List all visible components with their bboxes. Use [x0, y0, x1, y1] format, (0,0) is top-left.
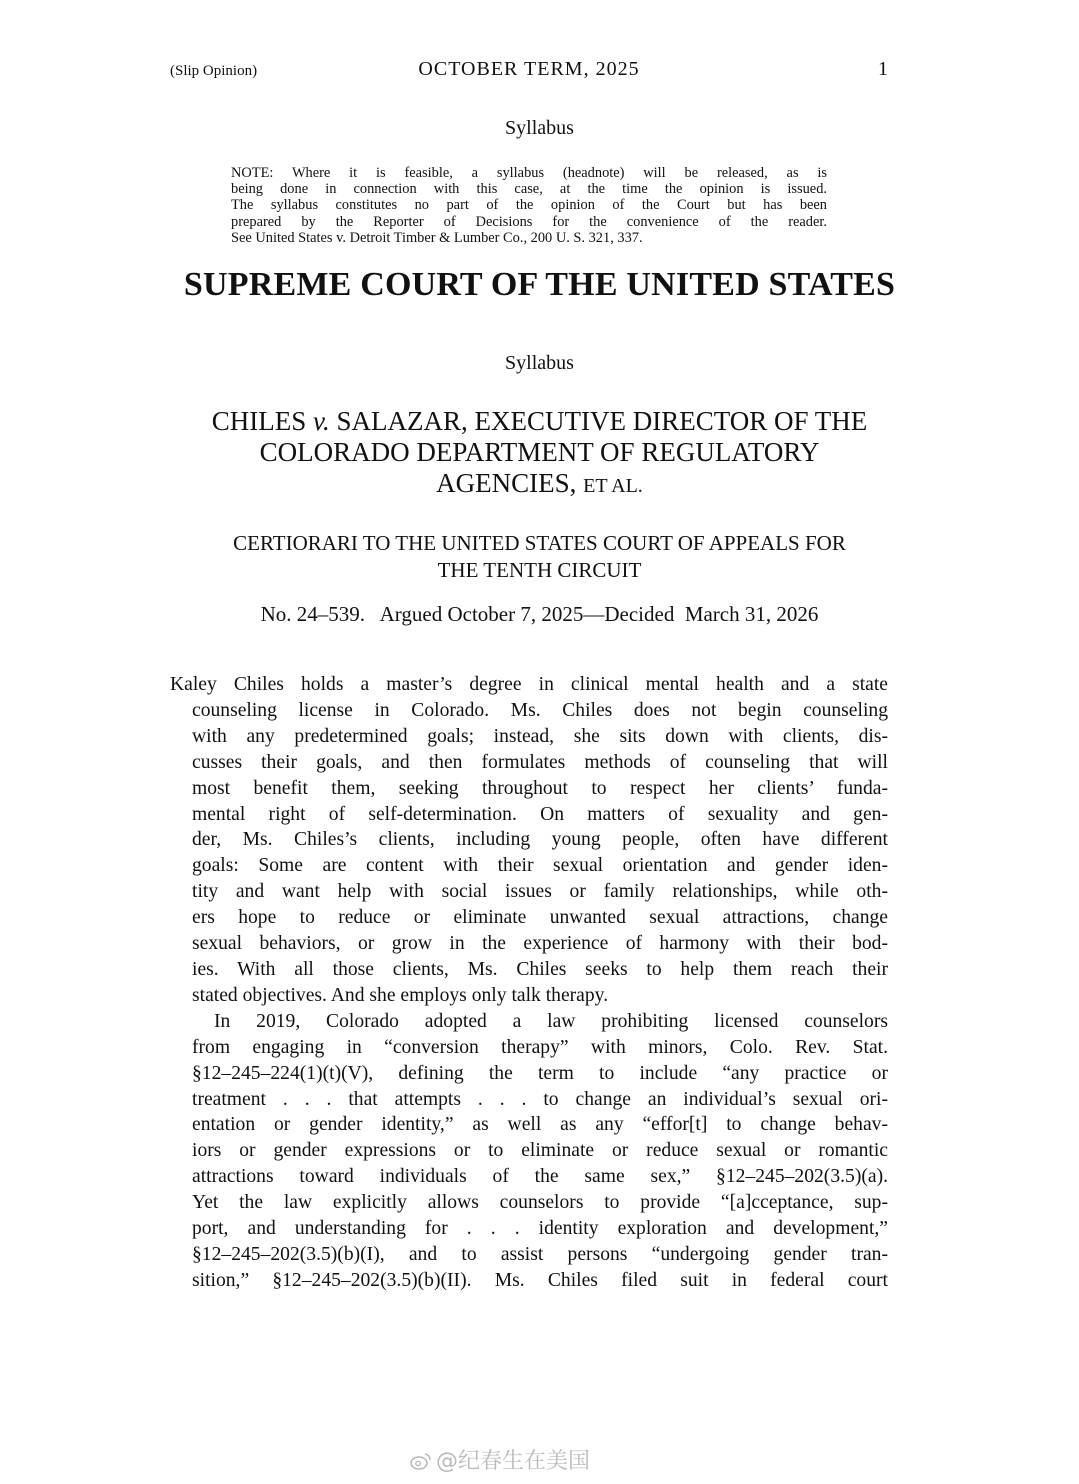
watermark-text: @纪春生在美国 — [436, 1449, 591, 1474]
body-line: from engaging in “conversion therapy” with minors, Colo. Rev. Stat. — [192, 1036, 888, 1058]
page-number: 1 — [878, 58, 888, 80]
note-line: The syllabus constitutes no part of the opinion of the Court but has been — [231, 197, 827, 214]
body-line: port, and understanding for . . . identity exploration and development,” — [192, 1218, 888, 1240]
body-line: counseling license in Colorado. Ms. Chiles does not begin counseling — [192, 699, 888, 721]
body-line: with any predetermined goals; instead, she sits down with clients, dis- — [192, 725, 888, 747]
weibo-logo-icon — [410, 1451, 432, 1469]
syllabus-heading-top: Syllabus — [505, 117, 574, 139]
note-line: being done in connection with this case, at the time the opinion is issued. — [231, 181, 827, 198]
body-line: sition,” §12–245–202(3.5)(b)(II). Ms. Chiles filed suit in federal court — [192, 1269, 888, 1291]
body-line: sexual behaviors, or grow in the experience of harmony with their bod- — [192, 933, 888, 955]
body-line: In 2019, Colorado adopted a law prohibiting licensed counselors — [214, 1010, 888, 1032]
note-line: prepared by the Reporter of Decisions for the convenience of the reader. — [231, 213, 827, 230]
docket-line: No. 24–539. Argued October 7, 2025—Decided March 31, 2026 — [260, 602, 819, 626]
body-line: mental right of self-determination. On matters of sexuality and gen- — [192, 803, 888, 825]
body-line: cusses their goals, and then formulates methods of counseling that will — [192, 751, 888, 773]
note-line: NOTE: Where it is feasible, a syllabus (headnote) will be released, as is — [231, 165, 827, 181]
body-line: der, Ms. Chiles’s clients, including young people, often have different — [192, 829, 888, 851]
et-al: ET AL. — [583, 475, 643, 497]
body-line: most benefit them, seeking throughout to respect her clients’ funda- — [192, 777, 888, 799]
caption-line-2: COLORADO DEPARTMENT OF REGULATORY — [259, 437, 820, 467]
body-line: attractions toward individuals of the same sex,” §12–245–202(3.5)(a). — [192, 1166, 888, 1188]
caption-line-1: CHILES v. SALAZAR, EXECUTIVE DIRECTOR OF THE — [211, 406, 868, 436]
body-line: ers hope to reduce or eliminate unwanted sexual attractions, change — [192, 907, 888, 929]
note-line: See United States v. Detroit Timber & Lumber Co., 200 U. S. 321, 337. — [231, 229, 643, 246]
body-line: iors or gender expressions or to eliminate or reduce sexual or romantic — [192, 1140, 888, 1162]
body-line: ies. With all those clients, Ms. Chiles seeks to help them reach their — [192, 958, 888, 980]
body-line: §12–245–202(3.5)(b)(I), and to assist persons “undergoing gender tran- — [192, 1243, 888, 1265]
body-line: tity and want help with social issues or family relationships, while oth- — [192, 881, 888, 903]
body-line: Yet the law explicitly allows counselors to provide “[a]cceptance, sup- — [192, 1192, 888, 1214]
body-line: stated objectives. And she employs only talk therapy. — [192, 984, 609, 1006]
body-line: treatment . . . that attempts . . . to change an individual’s sexual ori- — [192, 1088, 888, 1110]
body-line: Kaley Chiles holds a master’s degree in clinical mental health and a state — [170, 674, 888, 695]
certiorari-line: CERTIORARI TO THE UNITED STATES COURT OF APPEALS FOR THE TENTH CIRCUIT — [233, 531, 846, 582]
headnote-note — [231, 165, 827, 246]
court-name: SUPREME COURT OF THE UNITED STATES — [183, 266, 896, 303]
body-line: goals: Some are content with their sexual orientation and gender iden- — [192, 855, 888, 877]
body-line: entation or gender identity,” as well as any “effor[t] to change behav- — [192, 1114, 888, 1136]
versus-abbrev: v. — [313, 406, 330, 436]
term-label: OCTOBER TERM, 2025 — [418, 58, 640, 80]
page-header — [170, 58, 888, 88]
slip-opinion-label: (Slip Opinion) — [170, 63, 258, 79]
case-caption — [0, 406, 1079, 502]
syllabus-body — [170, 672, 888, 1294]
watermark — [410, 1444, 670, 1474]
body-line: §12–245–224(1)(t)(V), defining the term to include “any practice or — [192, 1062, 888, 1084]
syllabus-heading-mid: Syllabus — [505, 352, 574, 374]
caption-line-3: AGENCIES, ET AL. — [436, 468, 643, 498]
